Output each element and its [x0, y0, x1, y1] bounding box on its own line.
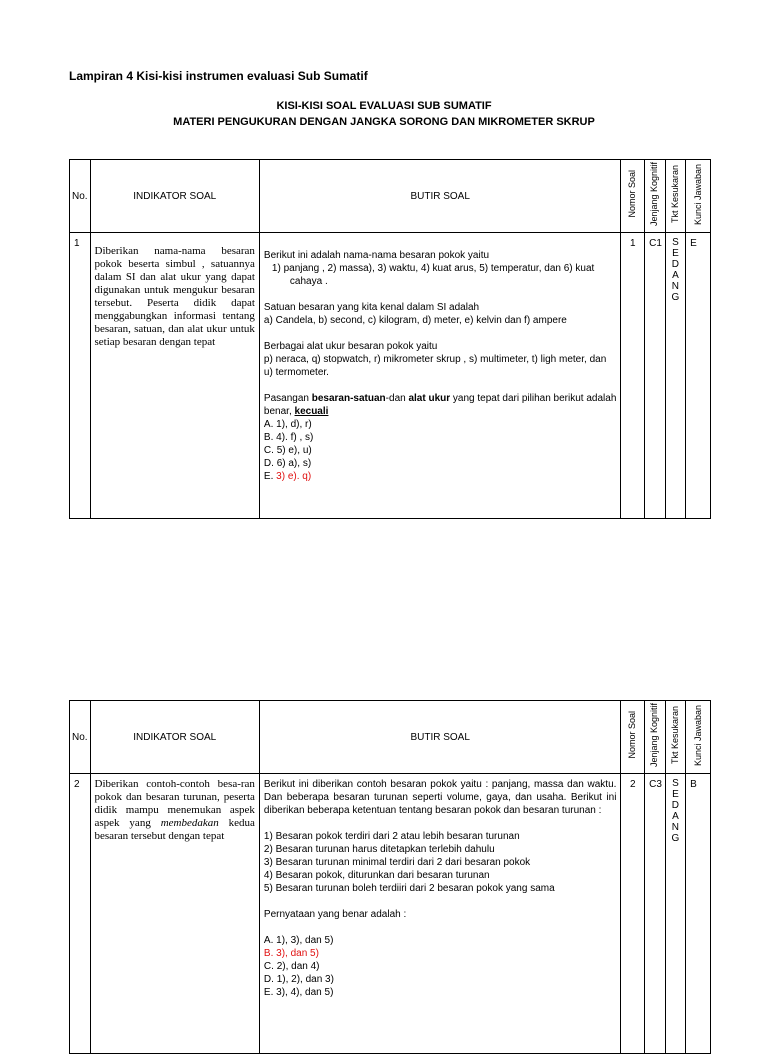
difficulty-letter: D — [671, 259, 680, 271]
difficulty-letter: N — [671, 822, 680, 834]
table-header-row — [70, 160, 711, 233]
stem-part: yang tepat dari pilihan berikut adalah benar, — [263, 393, 617, 418]
indicator-text — [95, 778, 255, 843]
statement: 3) Besaran turunan minimal terdiri dari 2 dari besaran pokok — [263, 857, 531, 869]
header-nomor: Nomor Soal — [627, 170, 638, 218]
appendix-label: Lampiran 4 Kisi-kisi instrumen evaluasi Sub Sumatif — [69, 69, 368, 83]
answer-options — [264, 934, 617, 999]
option-correct-text: 3) e). q) — [276, 471, 312, 483]
option-label: E. — [263, 471, 277, 483]
question-stem — [264, 392, 617, 418]
question-table-2 — [69, 700, 711, 1054]
statement: 4) Besaran pokok, diturunkan dari besaran turunan — [263, 870, 490, 882]
statement: 5) Besaran turunan boleh terdiiri dari 2 besaran pokok yang sama — [263, 883, 555, 895]
table-row — [70, 774, 711, 1054]
row-number: 2 — [70, 774, 91, 1054]
difficulty-letter: E — [672, 248, 679, 260]
option-correct: B. 3), dan 5) — [263, 948, 319, 960]
stem-part: -dan — [385, 393, 409, 405]
option-correct — [264, 470, 617, 483]
option: A. 1), 3), dan 5) — [263, 935, 334, 947]
header-kunci: Kunci Jawaban — [692, 163, 703, 225]
header-jenjang: Jenjang Kognitif — [649, 162, 660, 227]
paragraph-intro: Berikut ini adalah nama-nama besaran pokok yaitu — [263, 250, 490, 262]
difficulty-letter: A — [672, 270, 679, 282]
difficulty-letter: S — [672, 778, 679, 790]
indicator-text: Diberikan nama-nama besaran pokok beserta simbul , satuannya dalam SI dan alat ukur yang dapat digunakan untuk mengukur besaran tersebut. Peserta didik dapat menggabungkan informasi tentang besaran, satuan, dan alat ukur untuk setiap besaran dengan tepat — [94, 245, 255, 349]
header-indicator: INDIKATOR SOAL — [90, 701, 259, 774]
row-number: 1 — [70, 233, 91, 519]
header-nomor: Nomor Soal — [627, 711, 638, 759]
paragraph-items: 1) panjang , 2) massa), 3) waktu, 4) kuat arus, 5) temperatur, dan 6) kuat cahaya . — [271, 263, 595, 288]
option: D. 1), 2), dan 3) — [263, 974, 334, 986]
header-no: No. — [70, 160, 91, 233]
difficulty-letter: G — [671, 833, 680, 845]
document-title: KISI-KISI SOAL EVALUASI SUB SUMATIF — [276, 100, 492, 112]
indicator-emphasis: membedakan — [160, 817, 219, 830]
table-header-row — [70, 701, 711, 774]
difficulty-letter: N — [671, 281, 680, 293]
indicator-part: Diberikan contoh-contoh besa-ran pokok dan besaran turunan, peserta didik mampu menemukan aspek aspek yang — [94, 778, 255, 830]
stem-part: Pasangan — [263, 393, 312, 405]
stem-bold: alat ukur — [408, 393, 451, 405]
question-stem: Pernyataan yang benar adalah : — [263, 909, 407, 921]
option: D. 6) a), s) — [263, 458, 312, 470]
tools-intro: Berbagai alat ukur besaran pokok yaitu — [263, 341, 438, 353]
header-jenjang: Jenjang Kognitif — [649, 703, 660, 768]
header-butir: BUTIR SOAL — [259, 701, 621, 774]
option: C. 2), dan 4) — [263, 961, 320, 973]
question-table-1 — [69, 159, 711, 519]
difficulty-letter: G — [671, 292, 680, 304]
difficulty-level — [665, 233, 686, 519]
stem-bold: besaran-satuan — [311, 393, 386, 405]
indicator-part: kedua besaran tersebut dengan tepat — [94, 817, 255, 843]
answer-key: E — [686, 233, 711, 519]
header-no: No. — [70, 701, 91, 774]
units-items: a) Candela, b) second, c) kilogram, d) meter, e) kelvin dan f) ampere — [263, 315, 567, 327]
header-butir: BUTIR SOAL — [259, 160, 621, 233]
option: E. 3), 4), dan 5) — [263, 987, 334, 999]
units-intro: Satuan besaran yang kita kenal dalam SI adalah — [263, 302, 480, 314]
question-number: 2 — [621, 774, 645, 1054]
document-subtitle: MATERI PENGUKURAN DENGAN JANGKA SORONG DAN MIKROMETER SKRUP — [173, 116, 595, 128]
cognitive-level: C1 — [645, 233, 666, 519]
option: C. 5) e), u) — [263, 445, 312, 457]
option: A. 1), d), r) — [263, 419, 312, 431]
cognitive-level: C3 — [645, 774, 666, 1054]
difficulty-letter: E — [672, 789, 679, 801]
question-cell — [259, 233, 621, 519]
statement-list — [264, 830, 617, 895]
header-tkt: Tkt Kesukaran — [669, 706, 680, 765]
statement: 2) Besaran turunan harus ditetapkan terlebih dahulu — [263, 844, 495, 856]
header-tkt: Tkt Kesukaran — [669, 165, 680, 224]
question-cell — [259, 774, 621, 1054]
difficulty-letter: D — [671, 800, 680, 812]
answer-options — [264, 418, 617, 483]
difficulty-level — [665, 774, 686, 1054]
statement: 1) Besaran pokok terdiri dari 2 atau lebih besaran turunan — [263, 831, 520, 843]
header-indicator: INDIKATOR SOAL — [90, 160, 259, 233]
header-kunci: Kunci Jawaban — [692, 704, 703, 766]
answer-key: B — [686, 774, 711, 1054]
table-row — [70, 233, 711, 519]
difficulty-letter: A — [672, 811, 679, 823]
option: B. 4). f) , s) — [263, 432, 314, 444]
tools-items: p) neraca, q) stopwatch, r) mikrometer skrup , s) multimeter, t) ligh meter, dan u) termometer. — [263, 354, 607, 379]
stem-except: kecuali — [294, 406, 329, 418]
question-intro: Berikut ini diberikan contoh besaran pokok yaitu : panjang, massa dan waktu. Dan beberapa besaran turunan seperti volume, gaya, dan usaha. Berikut ini diberikan beberapa ketentuan tentang besaran pokok dan besaran turunan : — [263, 779, 617, 817]
difficulty-letter: S — [672, 237, 679, 249]
question-number: 1 — [621, 233, 645, 519]
